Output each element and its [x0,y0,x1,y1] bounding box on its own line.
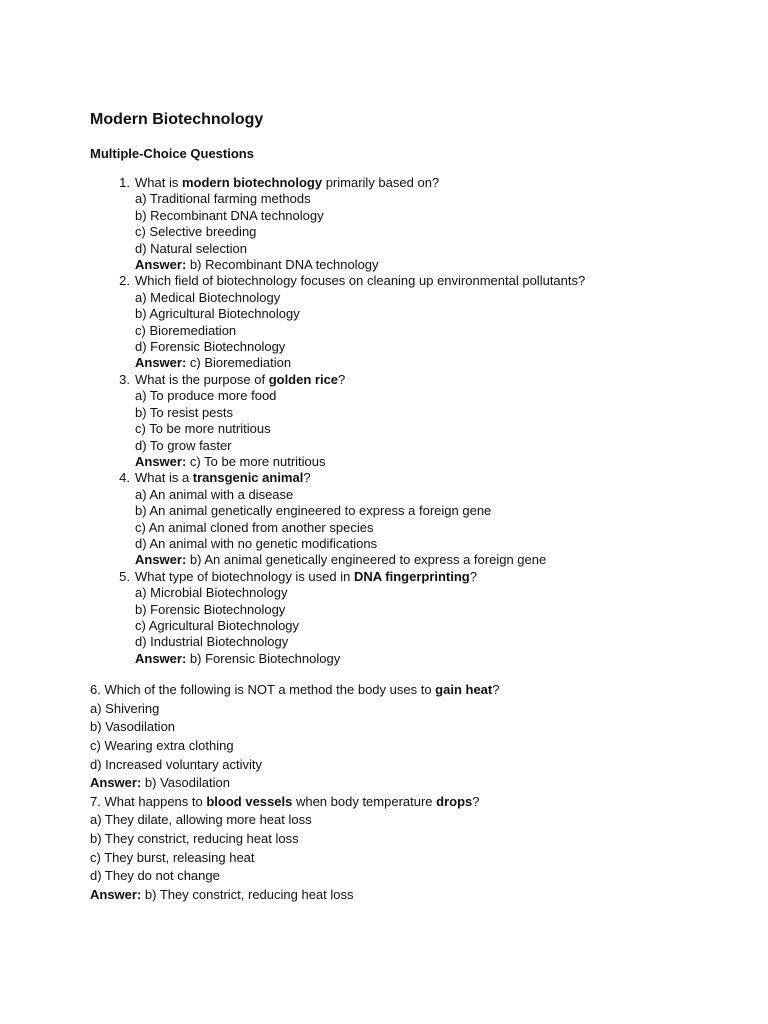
section-heading: Multiple-Choice Questions [90,146,254,161]
question-text [135,470,730,486]
answer-label: Answer: [135,257,187,273]
answer-value: c) To be more nutritious [189,453,326,469]
question-number: 1. [119,175,130,190]
answer-label: Answer: [135,453,187,469]
question-key-term: modern biotechnology [181,175,323,190]
answer-option: a) Medical Biotechnology [135,289,281,305]
question-key-term: blood vessels [206,793,293,809]
question-item [90,681,730,793]
answer-option: c) Bioremediation [135,322,237,338]
question-text [135,569,730,585]
answer-line [135,552,730,568]
answer-value: b) Forensic Biotechnology [189,650,341,666]
answer-option: d) To grow faster [135,437,232,453]
numbered-question-list [90,175,730,667]
answer-line [135,454,730,470]
question-key-term: drops [436,793,473,809]
question-text [135,372,730,388]
answer-value: b) Vasodilation [144,775,230,791]
question-text-part: primarily based on? [322,175,440,190]
question-text-part: 7. What happens to [90,793,207,809]
answer-value: c) Bioremediation [189,355,292,371]
question-text-part: when body temperature [292,793,437,809]
answer-option: b) To resist pests [135,404,234,420]
answer-label: Answer: [135,650,187,666]
answer-option: a) They dilate, allowing more heat loss [90,812,312,828]
answer-option: b) An animal genetically engineered to express a foreign gene [135,503,492,519]
answer-option: b) Recombinant DNA technology [135,207,324,223]
answer-label: Answer: [135,552,187,568]
answer-line [90,886,730,905]
question-text [135,175,730,191]
answer-option: a) Microbial Biotechnology [135,585,288,601]
answer-option: d) They do not change [90,868,220,884]
document-title: Modern Biotechnology [90,111,264,128]
question-text [90,681,730,700]
question-text-part: ? [492,682,500,698]
answer-option: d) Increased voluntary activity [90,756,262,772]
question-number: 5. [119,568,130,584]
answer-option: c) Wearing extra clothing [90,737,234,753]
answer-value: b) They constrict, reducing heat loss [144,886,354,902]
answer-option: d) Industrial Biotechnology [135,634,289,650]
question-text-part: ? [338,371,346,387]
question-item [90,175,730,273]
answer-option: d) An animal with no genetic modifications [135,535,378,551]
question-text [90,793,730,812]
answer-line [135,355,730,371]
answer-option: d) Forensic Biotechnology [135,339,286,355]
answer-option: a) Shivering [90,700,160,716]
answer-option: c) Selective breeding [135,224,257,240]
question-item [90,372,730,470]
answer-line [90,774,730,793]
answer-option: c) Agricultural Biotechnology [135,617,300,633]
answer-label: Answer: [90,886,142,902]
document-page [90,110,730,904]
question-key-term: golden rice [268,371,339,387]
plain-question-list [90,681,730,904]
answer-option: a) To produce more food [135,388,277,404]
answer-line [135,651,730,667]
question-number: 2. [119,273,130,289]
question-text-part: What type of biotechnology is used in [135,568,354,584]
question-number: 4. [119,470,130,486]
question-text: Which field of biotechnology focuses on cleaning up environmental pollutants? [135,273,586,289]
question-item [90,470,730,568]
answer-option: d) Natural selection [135,240,247,256]
question-key-term: gain heat [435,682,493,698]
answer-option: b) Vasodilation [90,719,176,735]
question-key-term: transgenic animal [192,470,304,486]
answer-label: Answer: [135,355,187,371]
answer-option: b) Agricultural Biotechnology [135,306,300,322]
question-text-part: What is [135,175,182,190]
question-text-part: 6. Which of the following is NOT a method the body uses to [90,682,436,698]
question-item [90,569,730,667]
answer-option: a) An animal with a disease [135,486,294,502]
answer-value: b) An animal genetically engineered to express a foreign gene [189,552,547,568]
question-item [90,793,730,905]
question-text-part: ? [303,470,311,486]
question-number: 3. [119,371,130,387]
question-text-part: What is a [135,470,193,486]
answer-option: c) They burst, releasing heat [90,849,255,865]
answer-option: c) An animal cloned from another species [135,519,374,535]
question-text-part: ? [469,568,477,584]
question-item [90,273,730,371]
answer-option: b) Forensic Biotechnology [135,601,286,617]
question-text-part: ? [472,793,480,809]
answer-value: b) Recombinant DNA technology [189,257,379,273]
answer-line [135,257,730,273]
answer-option: b) They constrict, reducing heat loss [90,830,299,846]
question-key-term: DNA fingerprinting [353,568,470,584]
answer-option: a) Traditional farming methods [135,191,311,207]
answer-option: c) To be more nutritious [135,421,271,437]
answer-label: Answer: [90,775,142,791]
question-text-part: What is the purpose of [135,371,269,387]
